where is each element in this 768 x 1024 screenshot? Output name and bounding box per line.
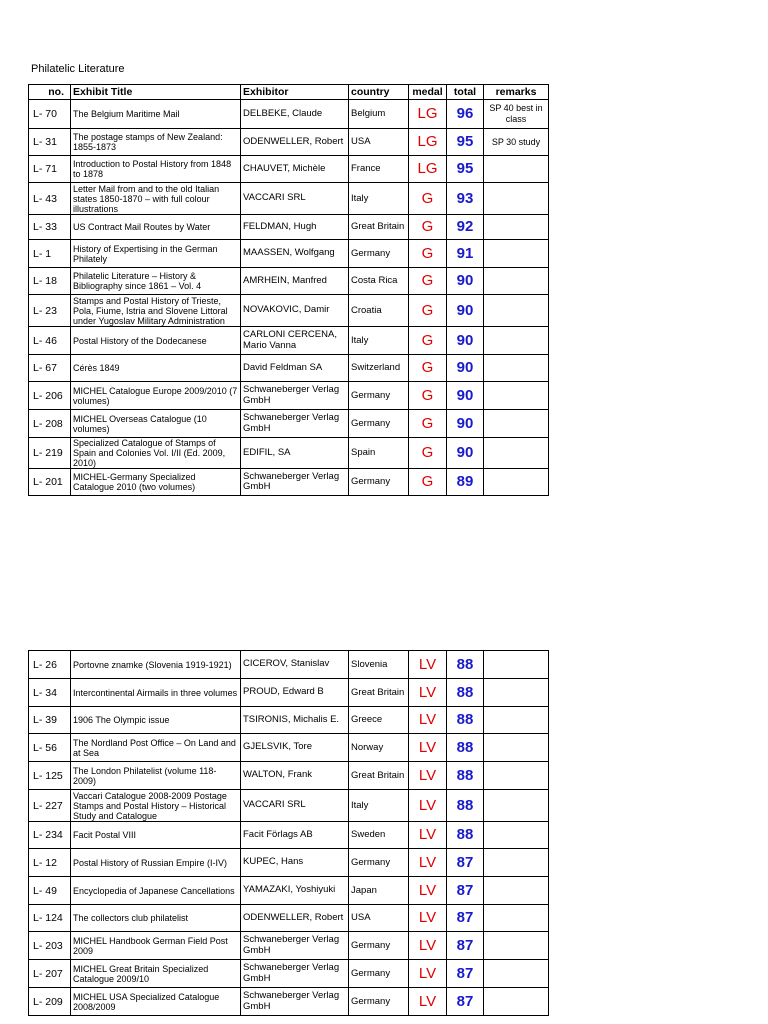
medal: LV <box>409 762 447 790</box>
exhibit-number: L- 203 <box>29 932 71 960</box>
exhibit-title: MICHEL Handbook German Field Post 2009 <box>71 932 241 960</box>
table-row <box>29 849 549 877</box>
total-score: 87 <box>447 849 484 877</box>
table-row <box>29 327 549 355</box>
header-exhibitor: Exhibitor <box>241 85 349 100</box>
country: Croatia <box>349 295 409 327</box>
medal: G <box>409 469 447 496</box>
total-score: 92 <box>447 215 484 240</box>
country: Slovenia <box>349 651 409 679</box>
exhibitor-name: CHAUVET, Michèle <box>241 156 349 183</box>
country: Belgium <box>349 100 409 129</box>
total-score: 88 <box>447 679 484 707</box>
table-row <box>29 183 549 215</box>
exhibitor-name: VACCARI SRL <box>241 790 349 822</box>
country: Great Britain <box>349 762 409 790</box>
remarks: SP 30 study <box>484 129 549 156</box>
exhibit-title: MICHEL-Germany Specialized Catalogue 2010 (two volumes) <box>71 469 241 496</box>
exhibit-title: Portovne znamke (Slovenia 1919-1921) <box>71 651 241 679</box>
table-row <box>29 100 549 129</box>
total-score: 90 <box>447 410 484 438</box>
country: Sweden <box>349 822 409 849</box>
exhibitor-name: Schwaneberger Verlag GmbH <box>241 410 349 438</box>
exhibitor-name: CARLONI CERCENA, Mario Vanna <box>241 327 349 355</box>
remarks <box>484 988 549 1016</box>
exhibit-title: Postal History of Russian Empire (I-IV) <box>71 849 241 877</box>
exhibitor-name: Schwaneberger Verlag GmbH <box>241 932 349 960</box>
exhibitor-name: Schwaneberger Verlag GmbH <box>241 382 349 410</box>
table-header-row <box>29 85 549 100</box>
country: France <box>349 156 409 183</box>
remarks <box>484 679 549 707</box>
exhibit-number: L- 234 <box>29 822 71 849</box>
country: Spain <box>349 438 409 469</box>
table-row <box>29 932 549 960</box>
remarks: SP 40 best in class <box>484 100 549 129</box>
table-row <box>29 240 549 268</box>
country: Germany <box>349 240 409 268</box>
country: Japan <box>349 877 409 905</box>
table-row <box>29 268 549 295</box>
total-score: 88 <box>447 790 484 822</box>
exhibit-number: L- 67 <box>29 355 71 382</box>
exhibit-number: L- 31 <box>29 129 71 156</box>
total-score: 88 <box>447 822 484 849</box>
remarks <box>484 327 549 355</box>
table-row <box>29 469 549 496</box>
total-score: 88 <box>447 734 484 762</box>
country: Italy <box>349 327 409 355</box>
medal: LV <box>409 849 447 877</box>
remarks <box>484 877 549 905</box>
exhibitor-name: KUPEC, Hans <box>241 849 349 877</box>
total-score: 93 <box>447 183 484 215</box>
exhibit-title: Facit Postal VIII <box>71 822 241 849</box>
exhibit-title: Cérès 1849 <box>71 355 241 382</box>
exhibit-number: L- 209 <box>29 988 71 1016</box>
remarks <box>484 707 549 734</box>
header-medal: medal <box>409 85 447 100</box>
total-score: 90 <box>447 355 484 382</box>
exhibit-title: History of Expertising in the German Philately <box>71 240 241 268</box>
table-row <box>29 156 549 183</box>
exhibit-number: L- 208 <box>29 410 71 438</box>
remarks <box>484 762 549 790</box>
exhibitor-name: EDIFIL, SA <box>241 438 349 469</box>
exhibitor-name: ODENWELLER, Robert <box>241 905 349 932</box>
exhibit-title: MICHEL Great Britain Specialized Catalogue 2009/10 <box>71 960 241 988</box>
medal: G <box>409 382 447 410</box>
medal: LV <box>409 679 447 707</box>
total-score: 87 <box>447 905 484 932</box>
country: Great Britain <box>349 215 409 240</box>
table-row <box>29 762 549 790</box>
exhibit-number: L- 43 <box>29 183 71 215</box>
exhibit-number: L- 201 <box>29 469 71 496</box>
table-row <box>29 822 549 849</box>
country: Switzerland <box>349 355 409 382</box>
exhibit-title: The Belgium Maritime Mail <box>71 100 241 129</box>
exhibit-number: L- 207 <box>29 960 71 988</box>
exhibitor-name: TSIRONIS, Michalis E. <box>241 707 349 734</box>
medal: LV <box>409 960 447 988</box>
exhibit-title: The collectors club philatelist <box>71 905 241 932</box>
medal: LG <box>409 129 447 156</box>
medal: G <box>409 410 447 438</box>
exhibit-title: Postal History of the Dodecanese <box>71 327 241 355</box>
exhibit-number: L- 219 <box>29 438 71 469</box>
table-row <box>29 790 549 822</box>
exhibit-title: Stamps and Postal History of Trieste, Pola, Fiume, Istria and Slovene Littoral under Yugoslav Military Administration <box>71 295 241 327</box>
exhibit-number: L- 70 <box>29 100 71 129</box>
country: Norway <box>349 734 409 762</box>
results-table-top <box>28 84 549 496</box>
total-score: 88 <box>447 707 484 734</box>
exhibit-title: 1906 The Olympic issue <box>71 707 241 734</box>
exhibit-title: The postage stamps of New Zealand: 1855-1873 <box>71 129 241 156</box>
country: Greece <box>349 707 409 734</box>
medal: LV <box>409 822 447 849</box>
table-row <box>29 707 549 734</box>
total-score: 87 <box>447 988 484 1016</box>
header-title: Exhibit Title <box>71 85 241 100</box>
exhibit-number: L- 71 <box>29 156 71 183</box>
header-remarks: remarks <box>484 85 549 100</box>
exhibit-number: L- 206 <box>29 382 71 410</box>
exhibit-number: L- 26 <box>29 651 71 679</box>
remarks <box>484 355 549 382</box>
medal: G <box>409 295 447 327</box>
medal: LV <box>409 988 447 1016</box>
table-row <box>29 988 549 1016</box>
table-row <box>29 438 549 469</box>
remarks <box>484 382 549 410</box>
total-score: 91 <box>447 240 484 268</box>
exhibitor-name: CICEROV, Stanislav <box>241 651 349 679</box>
table-row <box>29 129 549 156</box>
table-row <box>29 679 549 707</box>
exhibit-title: MICHEL USA Specialized Catalogue 2008/2009 <box>71 988 241 1016</box>
medal: G <box>409 268 447 295</box>
remarks <box>484 183 549 215</box>
table-row <box>29 355 549 382</box>
medal: LG <box>409 100 447 129</box>
exhibit-number: L- 39 <box>29 707 71 734</box>
exhibit-number: L- 124 <box>29 905 71 932</box>
remarks <box>484 790 549 822</box>
exhibit-number: L- 56 <box>29 734 71 762</box>
exhibit-title: Encyclopedia of Japanese Cancellations <box>71 877 241 905</box>
remarks <box>484 932 549 960</box>
table-row <box>29 905 549 932</box>
total-score: 90 <box>447 382 484 410</box>
exhibit-title: MICHEL Overseas Catalogue (10 volumes) <box>71 410 241 438</box>
exhibitor-name: ODENWELLER, Robert <box>241 129 349 156</box>
total-score: 90 <box>447 295 484 327</box>
country: Germany <box>349 410 409 438</box>
country: Germany <box>349 960 409 988</box>
exhibit-number: L- 125 <box>29 762 71 790</box>
exhibit-title: Letter Mail from and to the old Italian states 1850-1870 – with full colour illustrations <box>71 183 241 215</box>
exhibitor-name: GJELSVIK, Tore <box>241 734 349 762</box>
exhibit-title: MICHEL Catalogue Europe 2009/2010 (7 volumes) <box>71 382 241 410</box>
country: Germany <box>349 932 409 960</box>
exhibit-number: L- 49 <box>29 877 71 905</box>
medal: G <box>409 327 447 355</box>
country: USA <box>349 905 409 932</box>
country: Germany <box>349 469 409 496</box>
country: Germany <box>349 849 409 877</box>
table-row <box>29 382 549 410</box>
exhibit-number: L- 23 <box>29 295 71 327</box>
country: Italy <box>349 183 409 215</box>
exhibit-number: L- 12 <box>29 849 71 877</box>
medal: LV <box>409 877 447 905</box>
country: Germany <box>349 988 409 1016</box>
exhibit-title: Introduction to Postal History from 1848 to 1878 <box>71 156 241 183</box>
section-title: Philatelic Literature <box>31 63 125 75</box>
table-row <box>29 877 549 905</box>
country: USA <box>349 129 409 156</box>
total-score: 88 <box>447 651 484 679</box>
table-row <box>29 410 549 438</box>
header-no: no. <box>29 85 71 100</box>
exhibitor-name: Schwaneberger Verlag GmbH <box>241 469 349 496</box>
exhibitor-name: NOVAKOVIC, Damir <box>241 295 349 327</box>
medal: G <box>409 240 447 268</box>
table-row <box>29 734 549 762</box>
header-country: country <box>349 85 409 100</box>
remarks <box>484 215 549 240</box>
country: Costa Rica <box>349 268 409 295</box>
remarks <box>484 268 549 295</box>
total-score: 96 <box>447 100 484 129</box>
exhibitor-name: Facit Förlags AB <box>241 822 349 849</box>
exhibit-number: L- 18 <box>29 268 71 295</box>
remarks <box>484 156 549 183</box>
remarks <box>484 822 549 849</box>
remarks <box>484 469 549 496</box>
total-score: 88 <box>447 762 484 790</box>
medal: LV <box>409 905 447 932</box>
medal: LV <box>409 790 447 822</box>
medal: LV <box>409 651 447 679</box>
exhibit-number: L- 34 <box>29 679 71 707</box>
exhibit-number: L- 227 <box>29 790 71 822</box>
exhibitor-name: PROUD, Edward B <box>241 679 349 707</box>
country: Great Britain <box>349 679 409 707</box>
exhibit-title: Philatelic Literature – History & Bibliography since 1861 – Vol. 4 <box>71 268 241 295</box>
medal: G <box>409 215 447 240</box>
remarks <box>484 905 549 932</box>
total-score: 87 <box>447 960 484 988</box>
total-score: 90 <box>447 438 484 469</box>
remarks <box>484 734 549 762</box>
medal: LV <box>409 707 447 734</box>
medal: G <box>409 183 447 215</box>
exhibit-number: L- 33 <box>29 215 71 240</box>
remarks <box>484 240 549 268</box>
medal: G <box>409 438 447 469</box>
remarks <box>484 651 549 679</box>
table-row <box>29 960 549 988</box>
total-score: 90 <box>447 327 484 355</box>
exhibit-title: The Nordland Post Office – On Land and at Sea <box>71 734 241 762</box>
table-row <box>29 295 549 327</box>
exhibit-title: The London Philatelist (volume 118-2009) <box>71 762 241 790</box>
remarks <box>484 295 549 327</box>
exhibitor-name: VACCARI SRL <box>241 183 349 215</box>
exhibit-title: Intercontinental Airmails in three volumes <box>71 679 241 707</box>
table-row <box>29 215 549 240</box>
exhibit-title: Vaccari Catalogue 2008-2009 Postage Stamps and Postal History – Historical Study and Catalogue <box>71 790 241 822</box>
total-score: 87 <box>447 877 484 905</box>
country: Italy <box>349 790 409 822</box>
exhibit-title: Specialized Catalogue of Stamps of Spain and Colonies Vol. I/II (Ed. 2009, 2010) <box>71 438 241 469</box>
exhibit-number: L- 1 <box>29 240 71 268</box>
exhibitor-name: Schwaneberger Verlag GmbH <box>241 988 349 1016</box>
exhibit-title: US Contract Mail Routes by Water <box>71 215 241 240</box>
table-row <box>29 651 549 679</box>
medal: LV <box>409 932 447 960</box>
exhibit-number: L- 46 <box>29 327 71 355</box>
total-score: 95 <box>447 129 484 156</box>
exhibitor-name: MAASSEN, Wolfgang <box>241 240 349 268</box>
remarks <box>484 960 549 988</box>
exhibitor-name: DELBEKE, Claude <box>241 100 349 129</box>
exhibitor-name: Schwaneberger Verlag GmbH <box>241 960 349 988</box>
exhibitor-name: FELDMAN, Hugh <box>241 215 349 240</box>
total-score: 87 <box>447 932 484 960</box>
medal: LG <box>409 156 447 183</box>
header-total: total <box>447 85 484 100</box>
exhibitor-name: David Feldman SA <box>241 355 349 382</box>
remarks <box>484 438 549 469</box>
exhibitor-name: WALTON, Frank <box>241 762 349 790</box>
medal: LV <box>409 734 447 762</box>
exhibitor-name: YAMAZAKI, Yoshiyuki <box>241 877 349 905</box>
total-score: 95 <box>447 156 484 183</box>
total-score: 89 <box>447 469 484 496</box>
country: Germany <box>349 382 409 410</box>
results-table-bottom <box>28 650 549 1016</box>
medal: G <box>409 355 447 382</box>
total-score: 90 <box>447 268 484 295</box>
remarks <box>484 849 549 877</box>
exhibitor-name: AMRHEIN, Manfred <box>241 268 349 295</box>
remarks <box>484 410 549 438</box>
